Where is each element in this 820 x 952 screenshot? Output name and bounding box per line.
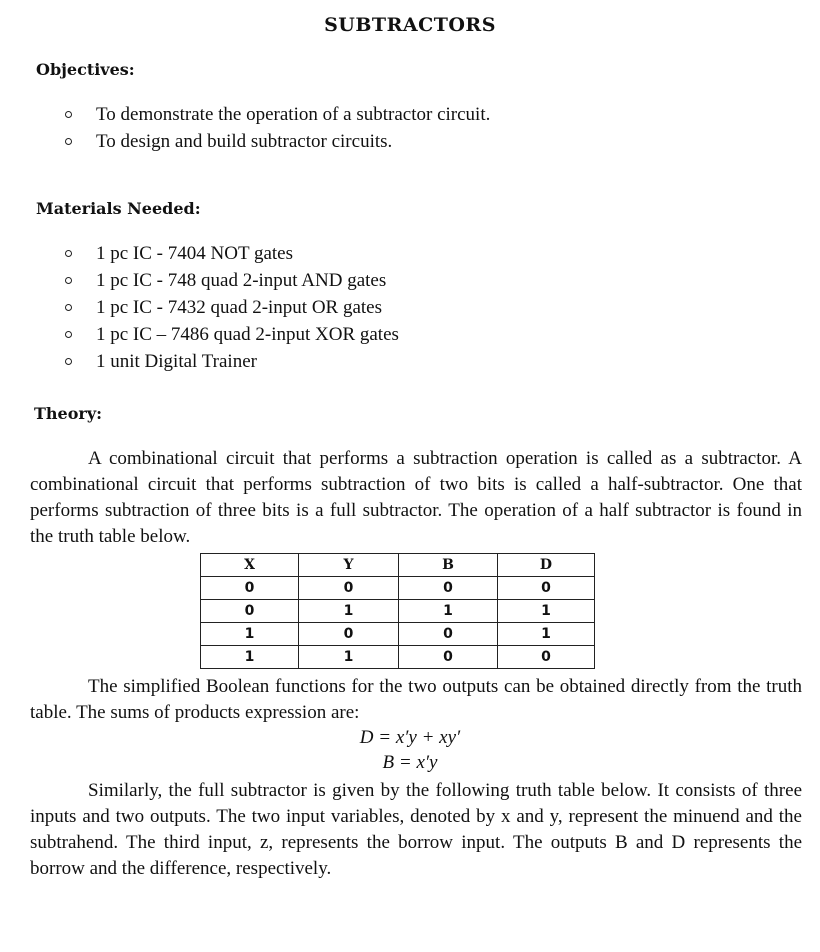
material-item: 1 pc IC - 7404 NOT gates <box>36 240 399 267</box>
bullet-icon <box>65 250 72 257</box>
table-row <box>201 646 595 669</box>
table-cell: 1 <box>201 623 299 646</box>
boolean-paragraph: The simplified Boolean functions for the two outputs can be obtained directly from the truth table. The sums of products expression are: <box>30 676 802 723</box>
column-header: B <box>399 554 498 577</box>
objective-item: To design and build subtractor circuits. <box>36 128 490 155</box>
column-header: Y <box>299 554 399 577</box>
table-cell: 1 <box>498 600 595 623</box>
bullet-icon <box>65 304 72 311</box>
materials-heading: Materials Needed: <box>36 199 201 218</box>
table-cell: 0 <box>399 577 498 600</box>
material-item: 1 pc IC - 748 quad 2-input AND gates <box>36 267 399 294</box>
table-cell: 0 <box>498 577 595 600</box>
page-title: SUBTRACTORS <box>324 14 496 36</box>
material-item: 1 unit Digital Trainer <box>36 348 399 375</box>
theory-heading: Theory: <box>34 404 103 423</box>
materials-list <box>36 240 399 375</box>
half-subtractor-truth-table <box>200 553 595 669</box>
table-cell: 1 <box>498 623 595 646</box>
equation-borrow: B = x′y <box>382 752 438 773</box>
bullet-icon <box>65 358 72 365</box>
full-subtractor-paragraph: Similarly, the full subtractor is given by the following truth table below. It consists of three inputs and two outputs. The two input variables, denoted by x and y, represent the minuend and the subtrahend. The third input, z, represents the borrow input. The outputs B and D represents the borrow and the difference, respectively. <box>30 780 802 879</box>
table-cell: 0 <box>201 600 299 623</box>
table-header-row <box>201 554 595 577</box>
table-cell: 1 <box>399 600 498 623</box>
table-cell: 0 <box>399 646 498 669</box>
bullet-icon <box>65 277 72 284</box>
bullet-icon <box>65 138 72 145</box>
column-header: X <box>201 554 299 577</box>
table-cell: 0 <box>201 577 299 600</box>
table-cell: 0 <box>299 577 399 600</box>
bullet-icon <box>65 331 72 338</box>
objective-item: To demonstrate the operation of a subtractor circuit. <box>36 101 490 128</box>
table-cell: 1 <box>299 646 399 669</box>
table-cell: 0 <box>399 623 498 646</box>
table-row <box>201 577 595 600</box>
material-item: 1 pc IC – 7486 quad 2-input XOR gates <box>36 321 399 348</box>
theory-paragraph: A combinational circuit that performs a subtraction operation is called as a subtractor. A combinational circuit that performs subtraction of two bits is called a half-subtractor. One that performs subtraction of three bits is a full subtractor. The operation of a half subtractor is found in the truth table below. <box>30 448 802 547</box>
column-header: D <box>498 554 595 577</box>
material-item: 1 pc IC - 7432 quad 2-input OR gates <box>36 294 399 321</box>
equation-difference: D = x′y + xy′ <box>359 727 461 748</box>
table-cell: 1 <box>299 600 399 623</box>
table-cell: 1 <box>201 646 299 669</box>
table-row <box>201 623 595 646</box>
table-cell: 0 <box>299 623 399 646</box>
objectives-heading: Objectives: <box>36 60 135 79</box>
bullet-icon <box>65 111 72 118</box>
table-cell: 0 <box>498 646 595 669</box>
objectives-list <box>36 101 490 155</box>
table-row <box>201 600 595 623</box>
